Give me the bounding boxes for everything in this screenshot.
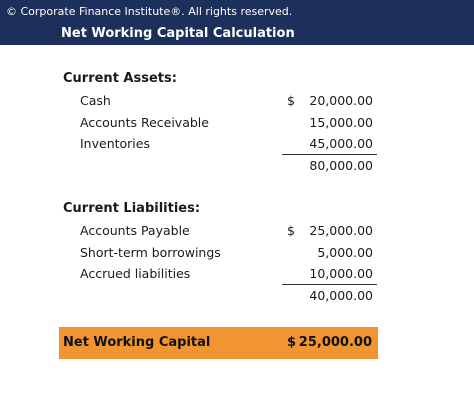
asset-row-inventories xyxy=(0,135,474,153)
currency-symbol: $ xyxy=(287,335,297,350)
net-working-capital-value: 25,000.00 xyxy=(298,335,372,350)
liabilities-total-row xyxy=(0,287,474,305)
asset-value: 20,000.00 xyxy=(309,93,373,108)
liability-value: 25,000.00 xyxy=(309,223,373,238)
currency-symbol: $ xyxy=(287,93,295,108)
liability-row-accrued-liabilities xyxy=(0,265,474,283)
liability-label: Short-term borrowings xyxy=(80,245,221,260)
liability-value: 5,000.00 xyxy=(317,245,373,260)
asset-value: 45,000.00 xyxy=(309,136,373,151)
liability-value: 10,000.00 xyxy=(309,266,373,281)
asset-value: 15,000.00 xyxy=(309,115,373,130)
liability-label: Accounts Payable xyxy=(80,223,190,238)
current-assets-heading: Current Assets: xyxy=(63,71,177,86)
assets-total-value: 80,000.00 xyxy=(309,158,373,173)
net-working-capital-label: Net Working Capital xyxy=(63,335,211,350)
currency-symbol: $ xyxy=(287,223,295,238)
copyright-notice: © Corporate Finance Institute®. All rights reserved. xyxy=(6,5,293,18)
net-working-capital-row xyxy=(59,327,378,359)
liability-row-accounts-payable xyxy=(0,222,474,240)
current-liabilities-heading: Current Liabilities: xyxy=(63,201,201,216)
assets-subtotal-rule xyxy=(282,154,377,155)
asset-row-accounts-receivable xyxy=(0,114,474,132)
assets-total-row xyxy=(0,157,474,175)
liabilities-total-value: 40,000.00 xyxy=(309,288,373,303)
liabilities-subtotal-rule xyxy=(282,284,377,285)
asset-label: Accounts Receivable xyxy=(80,115,209,130)
asset-label: Inventories xyxy=(80,136,150,151)
liability-label: Accrued liabilities xyxy=(80,266,191,281)
liability-row-short-term-borrowings xyxy=(0,244,474,262)
asset-row-cash xyxy=(0,92,474,110)
asset-label: Cash xyxy=(80,93,111,108)
page-title: Net Working Capital Calculation xyxy=(61,26,295,41)
header-banner xyxy=(0,0,474,45)
